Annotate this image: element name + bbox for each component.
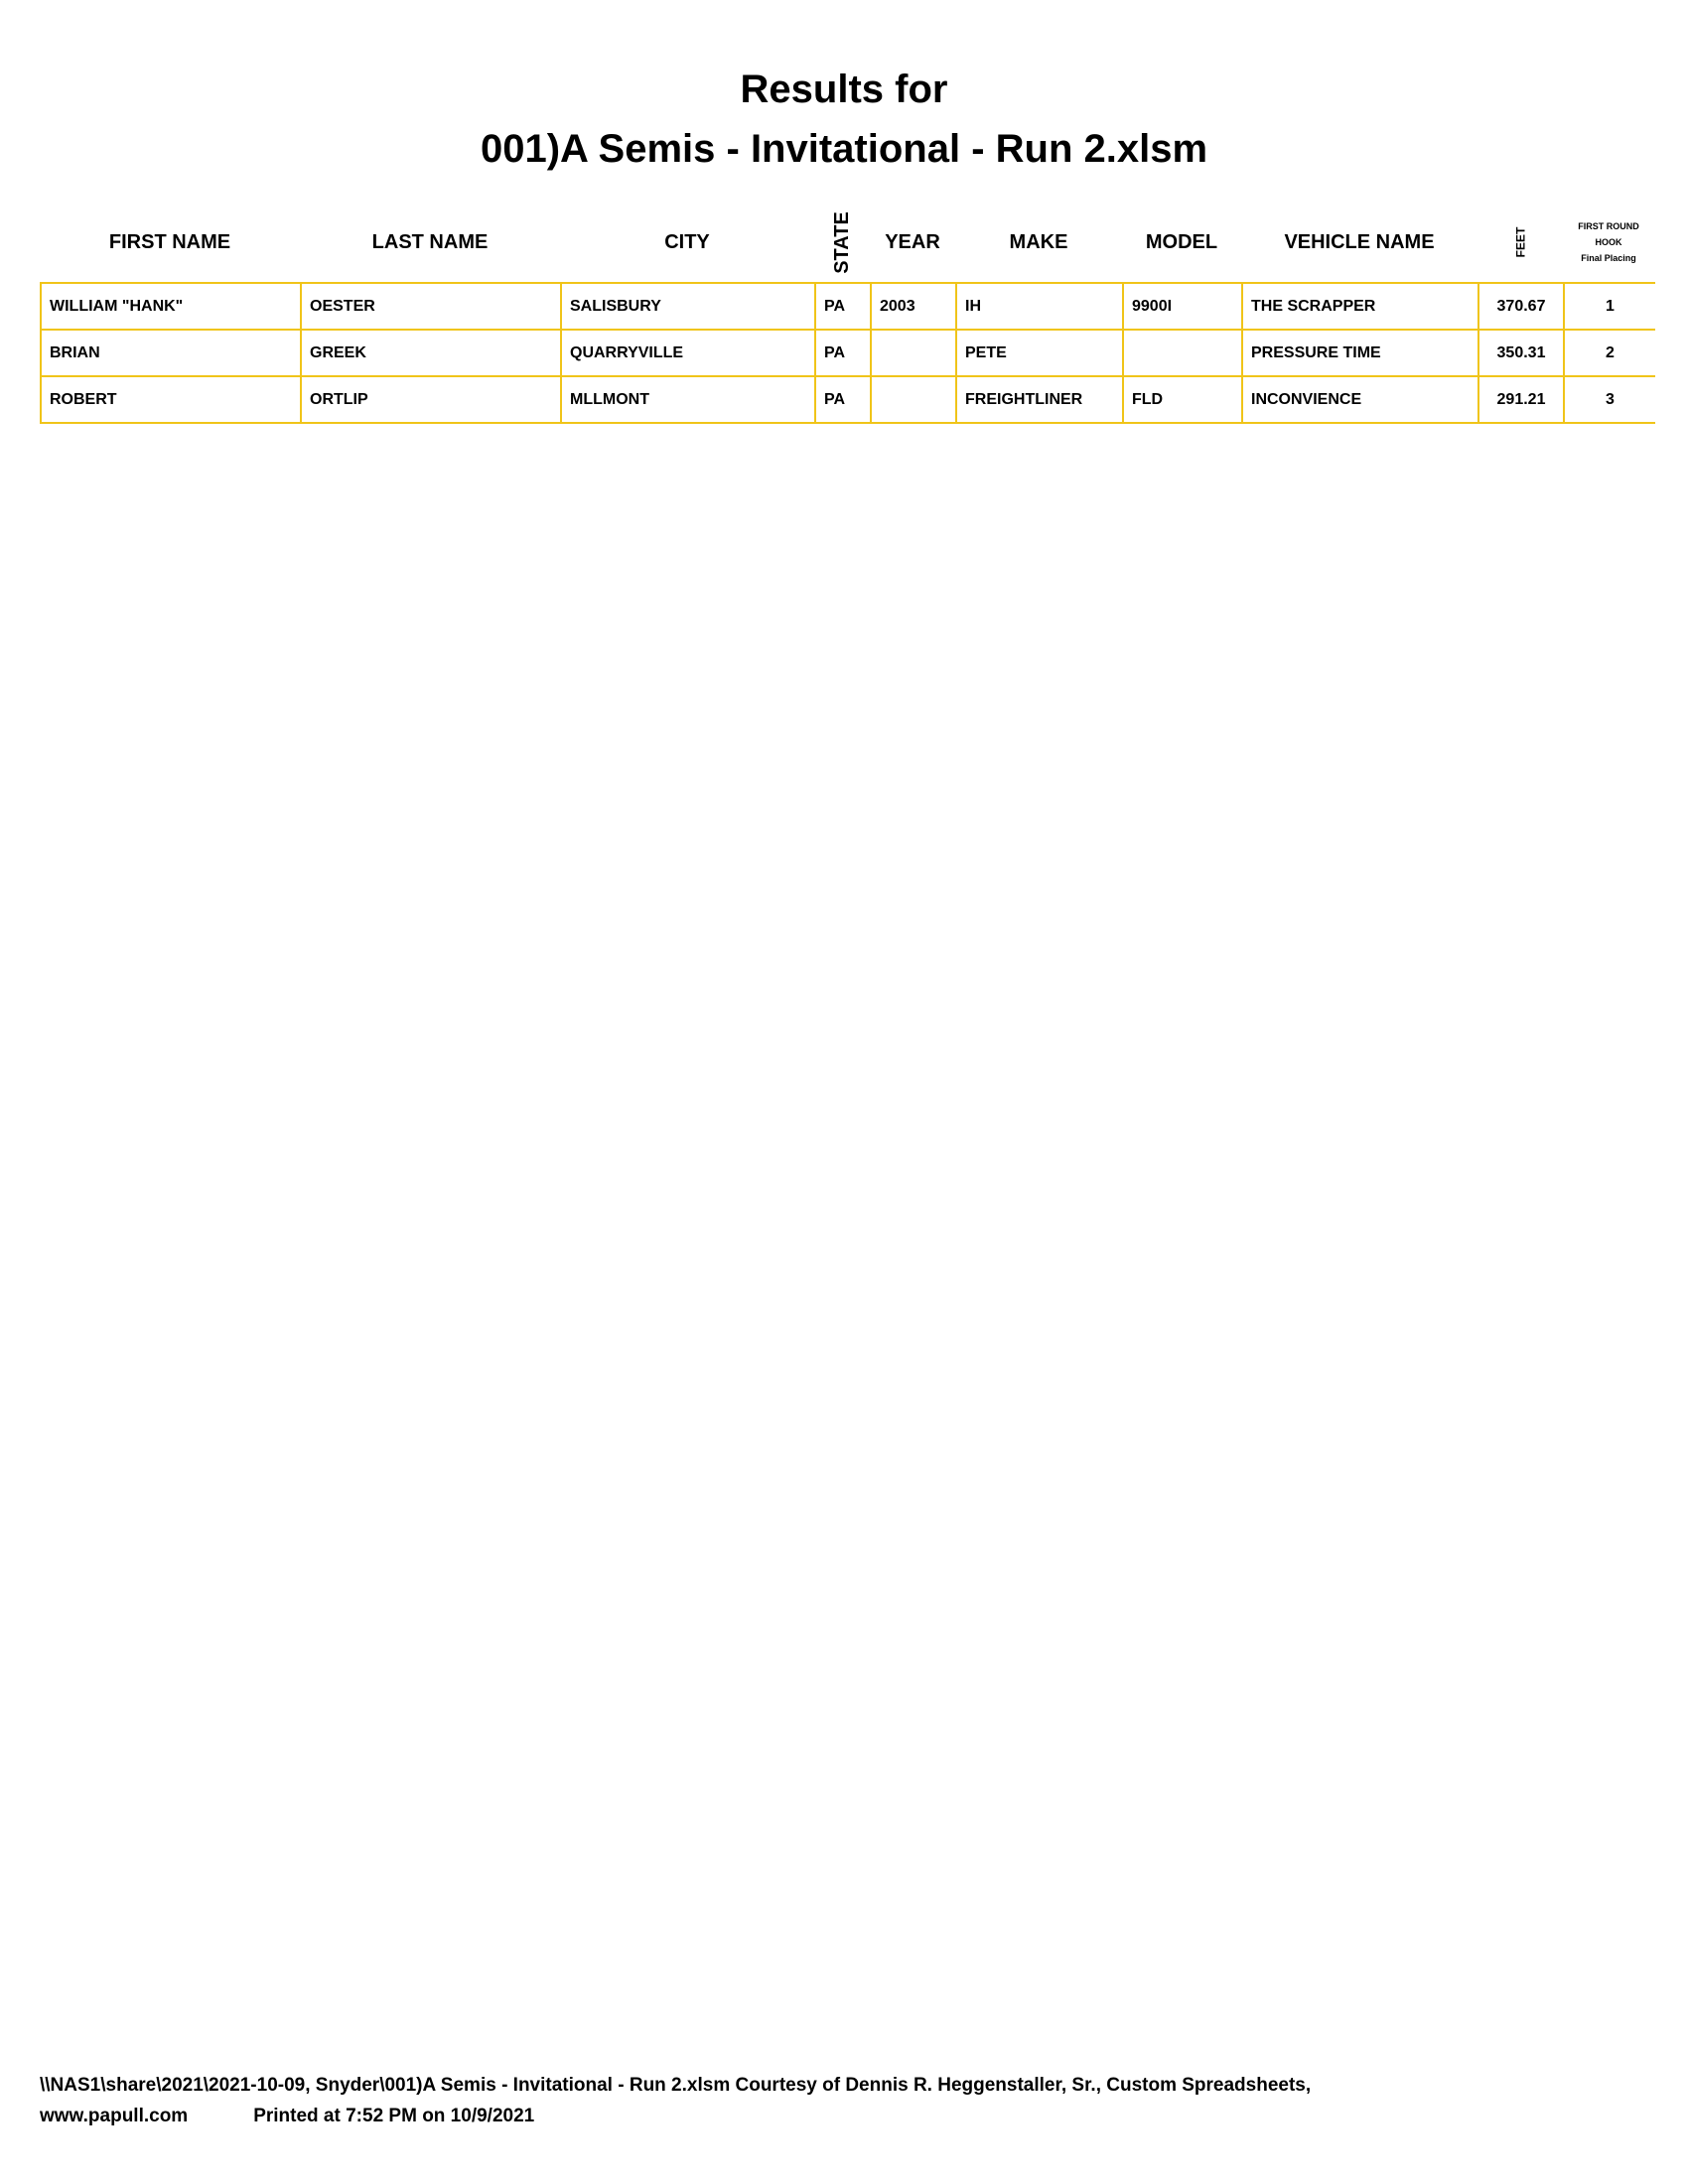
cell-last-name: GREEK xyxy=(301,330,561,376)
cell-model: 9900I xyxy=(1123,283,1242,330)
cell-last-name: OESTER xyxy=(301,283,561,330)
header-model: MODEL xyxy=(1145,230,1218,253)
cell-first-name: WILLIAM "HANK" xyxy=(41,283,301,330)
cell-feet: 291.21 xyxy=(1478,376,1564,423)
header-feet-label: FEET xyxy=(1512,226,1527,258)
cell-city: MLLMONT xyxy=(561,376,815,423)
header-make: MAKE xyxy=(1009,230,1068,253)
table-row xyxy=(41,330,1655,376)
header-last-name: LAST NAME xyxy=(371,230,489,253)
footer-printed-at: Printed at 7:52 PM on 10/9/2021 xyxy=(253,2106,535,2126)
header-vehicle-name: VEHICLE NAME xyxy=(1284,230,1435,253)
cell-model: FLD xyxy=(1123,376,1242,423)
header-state-label: STATE xyxy=(830,210,853,274)
cell-first-name: ROBERT xyxy=(41,376,301,423)
cell-state: PA xyxy=(815,330,871,376)
results-table xyxy=(40,282,1655,424)
page-title-line2: 001)A Semis - Invitational - Run 2.xlsm xyxy=(480,127,1208,171)
cell-year xyxy=(871,376,956,423)
cell-make: PETE xyxy=(956,330,1123,376)
cell-placing: 2 xyxy=(1564,330,1655,376)
footer xyxy=(40,2070,1668,2131)
cell-last-name: ORTLIP xyxy=(301,376,561,423)
footer-line2 xyxy=(40,2101,1668,2131)
header-year: YEAR xyxy=(885,230,940,253)
cell-first-name: BRIAN xyxy=(41,330,301,376)
cell-feet: 370.67 xyxy=(1478,283,1564,330)
header-city: CITY xyxy=(664,230,710,253)
cell-vehicle-name: THE SCRAPPER xyxy=(1242,283,1478,330)
cell-state: PA xyxy=(815,283,871,330)
header-state xyxy=(814,205,870,280)
cell-placing: 3 xyxy=(1564,376,1655,423)
table-row xyxy=(41,376,1655,423)
page-title-line1: Results for xyxy=(740,68,948,111)
header-placing xyxy=(1563,205,1654,280)
cell-model xyxy=(1123,330,1242,376)
cell-vehicle-name: INCONVIENCE xyxy=(1242,376,1478,423)
cell-state: PA xyxy=(815,376,871,423)
cell-feet: 350.31 xyxy=(1478,330,1564,376)
cell-city: SALISBURY xyxy=(561,283,815,330)
cell-make: FREIGHTLINER xyxy=(956,376,1123,423)
header-placing-line2: HOOK xyxy=(1595,237,1622,247)
footer-website: www.papull.com xyxy=(40,2106,189,2126)
table-row xyxy=(41,283,1655,330)
header-first-name: FIRST NAME xyxy=(108,230,231,253)
cell-year xyxy=(871,330,956,376)
header-feet xyxy=(1477,205,1563,280)
header-placing-line1: FIRST ROUND xyxy=(1578,221,1639,231)
header-placing-line3: Final Placing xyxy=(1581,253,1636,263)
cell-make: IH xyxy=(956,283,1123,330)
cell-placing: 1 xyxy=(1564,283,1655,330)
cell-year: 2003 xyxy=(871,283,956,330)
cell-city: QUARRYVILLE xyxy=(561,330,815,376)
cell-vehicle-name: PRESSURE TIME xyxy=(1242,330,1478,376)
footer-file-path: \\NAS1\share\2021\2021-10-09, Snyder\001)A Semis - Invitational - Run 2.xlsm Courtesy of Dennis R. Heggenstaller, Sr., Custom Spreadsheets, xyxy=(40,2075,1312,2096)
